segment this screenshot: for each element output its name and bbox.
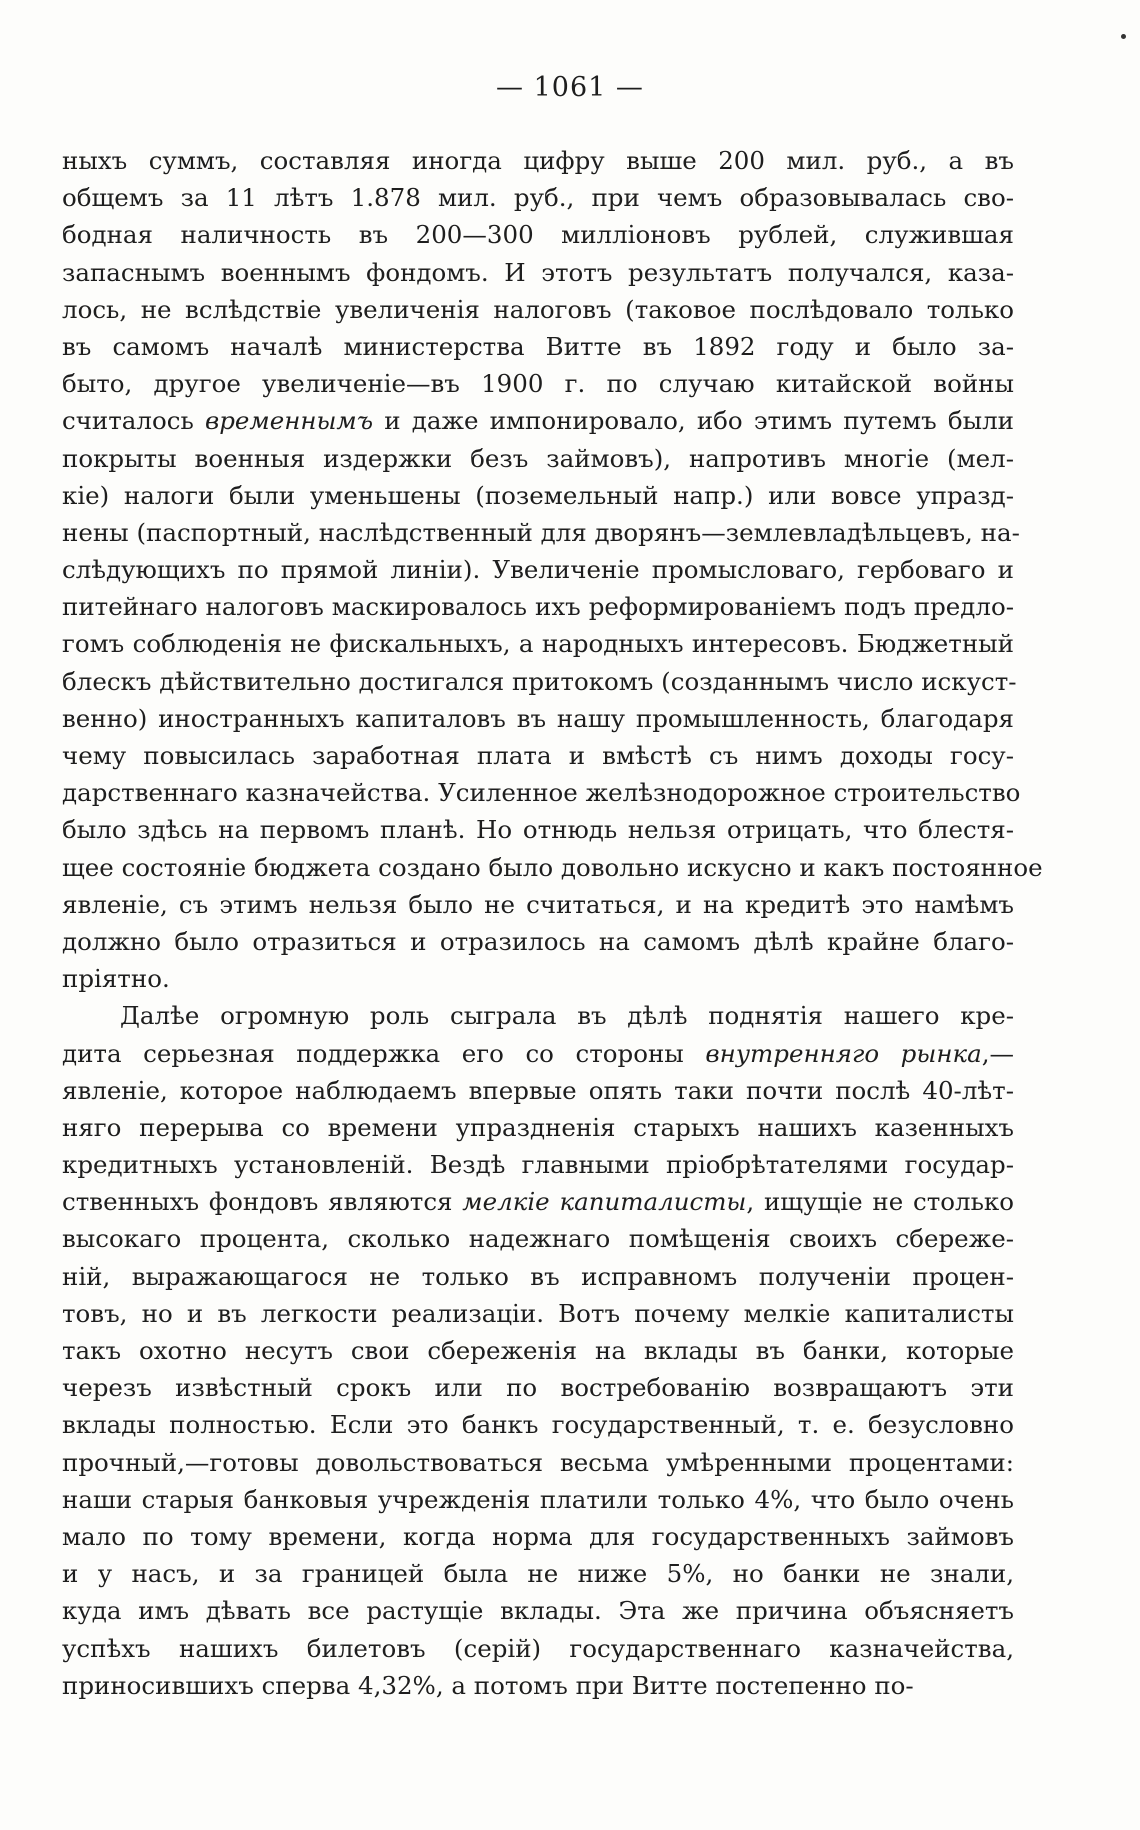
line-text: общемъ за 11 лѣтъ 1.878 мил. руб., при чемъ образовывалась сво- xyxy=(62,183,1014,213)
line-text: Далѣе огромную роль сыграла въ дѣлѣ поднятiя нашего кре- xyxy=(120,1001,1014,1031)
line-text: гомъ соблюденiя не фискальныхъ, а народныхъ интересовъ. Бюджетный xyxy=(62,629,1014,659)
line-text: прiятно. xyxy=(62,964,170,994)
text-line xyxy=(62,1369,1014,1406)
text-line xyxy=(62,1035,1014,1072)
text-line xyxy=(62,477,1014,514)
line-text: явленiе, которое наблюдаемъ впервые опять таки почти послѣ 40-лѣт- xyxy=(62,1075,1014,1105)
text-line xyxy=(62,1555,1014,1592)
line-text: нены (паспортный, наслѣдственный для дворянъ—землевладѣльцевъ, на- xyxy=(62,517,1020,547)
text-line xyxy=(62,1406,1014,1443)
line-text: кiе) налоги были уменьшены (поземельный напр.) или вовсе упразд- xyxy=(62,480,1014,510)
text-line xyxy=(62,291,1014,328)
text-line xyxy=(62,886,1014,923)
line-text: вклады полностью. Если это банкъ государственный, т. е. безусловно xyxy=(62,1410,1014,1440)
text-line xyxy=(62,811,1014,848)
emphasis-text: мелкiе капиталисты xyxy=(462,1187,747,1217)
text-line xyxy=(62,1518,1014,1555)
text-line xyxy=(62,1146,1014,1183)
line-text: слѣдующихъ по прямой линiи). Увеличенiе промысловаго, гербоваго и xyxy=(62,555,1014,585)
text-line xyxy=(62,1332,1014,1369)
line-text: ,— xyxy=(981,1038,1014,1068)
line-text: бодная наличность въ 200—300 миллiоновъ рублей, служившая xyxy=(62,220,1014,250)
emphasis-text: временнымъ xyxy=(204,406,374,436)
line-text: запаснымъ военнымъ фондомъ. И этотъ результатъ получался, каза- xyxy=(62,257,1014,287)
text-line xyxy=(62,774,1021,811)
line-text: товъ, но и въ легкости реализацiи. Вотъ почему мелкiе капиталисты xyxy=(62,1298,1014,1328)
line-text: явленiе, съ этимъ нельзя было не считаться, и на кредитѣ это намѣмъ xyxy=(62,889,1014,919)
text-line xyxy=(62,849,1043,886)
text-line xyxy=(62,588,1014,625)
body-text xyxy=(62,142,1043,1704)
line-text: быто, другое увеличенiе—въ 1900 г. по случаю китайской войны xyxy=(62,369,1014,399)
text-line xyxy=(62,1444,1014,1481)
text-line xyxy=(62,551,1014,588)
text-line xyxy=(62,700,1014,737)
text-line xyxy=(62,923,1014,960)
text-line xyxy=(62,1481,1014,1518)
text-line xyxy=(62,1630,1014,1667)
line-text: наши старыя банковыя учрежденiя платили только 4%, что было очень xyxy=(62,1484,1014,1514)
line-text: и у насъ, и за границей была не ниже 5%, но банки не знали, xyxy=(62,1559,1014,1589)
line-text: куда имъ дѣвать все растущiе вклады. Эта же причина объясняетъ xyxy=(62,1596,1014,1626)
text-line xyxy=(62,1592,1014,1629)
line-text: кредитныхъ установленiй. Вездѣ главными прiобрѣтателями государ- xyxy=(62,1150,1014,1180)
text-line xyxy=(62,960,1014,997)
line-text: ственныхъ фондовъ являются xyxy=(62,1187,463,1217)
text-line xyxy=(62,625,1014,662)
line-text: черезъ извѣстный срокъ или по востребованiю возвращаютъ эти xyxy=(62,1373,1014,1403)
line-text: высокаго процента, сколько надежнаго помѣщенiя своихъ сбереже- xyxy=(62,1224,1014,1254)
line-text: успѣхъ нашихъ билетовъ (серiй) государственнаго казначейства, xyxy=(62,1633,1014,1663)
line-text: приносившихъ сперва 4,32%, а потомъ при Витте постепенно по- xyxy=(62,1670,914,1700)
text-line xyxy=(62,328,1014,365)
line-text: въ самомъ началѣ министерства Витте въ 1892 году и было за- xyxy=(62,331,1014,361)
line-text: блескъ дѣйствительно достигался притокомъ (созданнымъ число искуст- xyxy=(62,666,1017,696)
line-text: прочный,—готовы довольствоваться весьма умѣренными процентами: xyxy=(62,1447,1014,1477)
line-text: лось, не вслѣдствiе увеличенiя налоговъ (таковое послѣдовало только xyxy=(62,294,1014,324)
line-text: было здѣсь на первомъ планѣ. Но отнюдь нельзя отрицать, что блестя- xyxy=(62,815,1014,845)
text-line xyxy=(62,737,1014,774)
line-text: чему повысилась заработная плата и вмѣстѣ съ нимъ доходы госу- xyxy=(62,741,1014,770)
text-line xyxy=(62,997,1014,1034)
text-line xyxy=(62,402,1014,439)
text-line xyxy=(62,514,1020,551)
line-text: и даже импонировало, ибо этимъ путемъ были xyxy=(373,406,1014,436)
line-text: мало по тому времени, когда норма для государственныхъ займовъ xyxy=(62,1521,1014,1551)
line-text: дита серьезная поддержка его со стороны xyxy=(62,1038,706,1068)
line-text: няго перерыва со времени упраздненiя старыхъ нашихъ казенныхъ xyxy=(62,1112,1014,1142)
text-line xyxy=(62,1109,1014,1146)
text-line xyxy=(62,1220,1014,1257)
line-text: считалось xyxy=(62,406,205,436)
text-line xyxy=(62,179,1014,216)
line-text: щее состоянiе бюджета создано было довольно искусно и какъ постоянное xyxy=(62,852,1043,882)
text-line xyxy=(62,365,1014,402)
text-line xyxy=(62,440,1014,477)
line-text: венно) иностранныхъ капиталовъ въ нашу промышленность, благодаря xyxy=(62,703,1014,733)
line-text: покрыты военныя издержки безъ займовъ), напротивъ многiе (мел- xyxy=(62,443,1014,473)
page-number: — 1061 — xyxy=(496,72,644,103)
text-line xyxy=(62,142,1014,179)
text-line xyxy=(62,663,1017,700)
text-line xyxy=(62,1295,1014,1332)
text-line xyxy=(62,1258,1014,1295)
scan-speck xyxy=(1121,34,1126,39)
line-text: , ищущiе не столько xyxy=(746,1187,1014,1217)
line-text: такъ охотно несутъ свои сбереженiя на вклады въ банки, которые xyxy=(62,1336,1014,1365)
line-text: нiй, выражающагося не только въ исправномъ полученiи процен- xyxy=(62,1261,1014,1291)
text-line xyxy=(62,1183,1014,1220)
line-text: ныхъ суммъ, составляя иногда цифру выше 200 мил. руб., а въ xyxy=(62,146,1014,175)
emphasis-text: внутренняго рынка xyxy=(705,1038,982,1068)
line-text: питейнаго налоговъ маскировалось ихъ реформированiемъ подъ предло- xyxy=(62,592,1014,622)
text-line xyxy=(62,216,1014,253)
text-line xyxy=(62,1667,1014,1704)
line-text: должно было отразиться и отразилось на самомъ дѣлѣ крайне благо- xyxy=(62,926,1014,956)
text-line xyxy=(62,254,1014,291)
text-line xyxy=(62,1072,1014,1109)
line-text: дарственнаго казначейства. Усиленное желѣзнодорожное строительство xyxy=(62,778,1021,808)
